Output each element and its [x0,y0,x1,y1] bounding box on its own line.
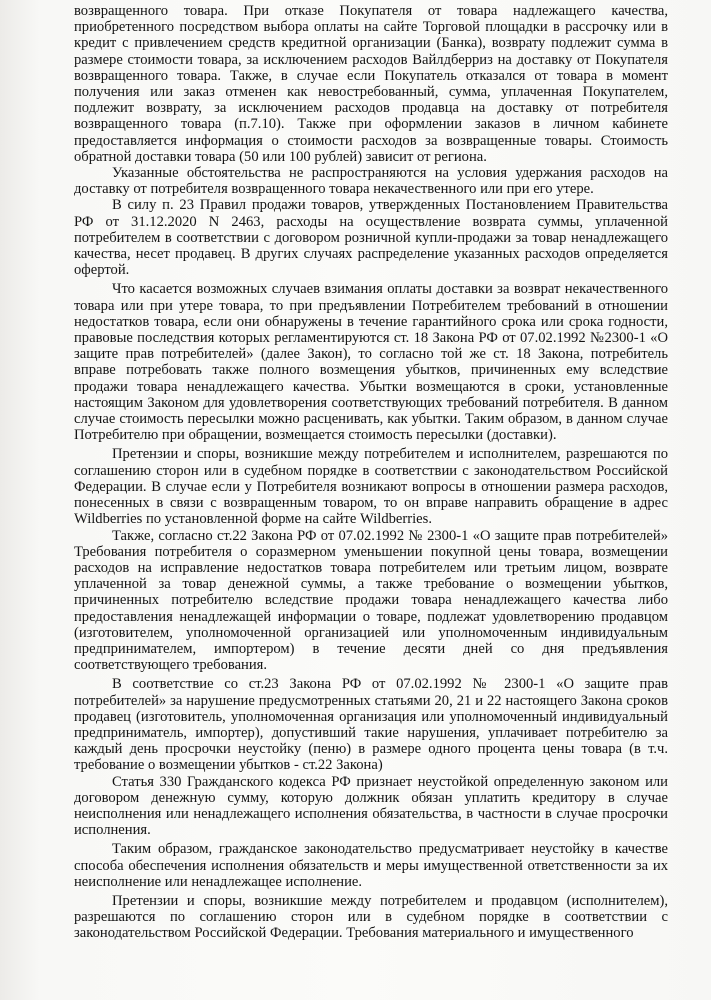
paragraph-8: Статья 330 Гражданского кодекса РФ признает неустойкой определенную законом или договором денежную сумму, которую должник обязан уплатить кредитору в случае неисполнения или ненадлежащего исполнения обязательства, в частности в случае просрочки исполнения. [74,773,668,839]
paragraph-3: В силу п. 23 Правил продажи товаров, утвержденных Постановлением Правительства РФ от 31.12.2020 N 2463, расходы на осуществление возврата суммы, уплаченной потребителем в соответствии с договором розничной купли-продажи за товар ненадлежащего качества, несет продавец. В других случаях распределение указанных расходов определяется офертой. [74,197,668,279]
paragraph-6: Также, согласно ст.22 Закона РФ от 07.02.1992 № 2300-1 «О защите прав потребителей» Требования потребителя о соразмерном уменьшении покупной цены товара, возмещении расходов на исправление недостатков товара потребителем или третьим лицом, возврате уплаченной за товар денежной суммы, а также требование о возмещении убытков, причиненных потребителю вследствие продажи товара ненадлежащего качества либо предоставления ненадлежащей информации о товаре, подлежат удовлетворению продавцом (изготовителем, уполномоченной организацией или уполномоченным индивидуальным предпринимателем, импортером) в течение десяти дней со дня предъявления соответствующего требования. [74,527,668,674]
paragraph-5: Претензии и споры, возникшие между потребителем и исполнителем, разрешаются по соглашению сторон или в судебном порядке в соответствии с законодательством Российской Федерации. В случае если у Потребителя возникают вопросы в отношении размера расходов, понесенных в связи с возвращенным товаром, то он вправе направить обращение в адрес Wildberries по установленной форме на сайте Wildberries. [74,446,668,528]
paragraph-7: В соответствие со ст.23 Закона РФ от 07.02.1992 № 2300-1 «О защите прав потребителей» за нарушение предусмотренных статьями 20, 21 и 22 настоящего Закона сроков продавец (изготовитель, уполномоченная организация или уполномоченный индивидуальный предприниматель, импортер), допустивший такие нарушения, уплачивает потребителю за каждый день просрочки неустойку (пеню) в размере одного процента цены товара (в т.ч. требование о возмещении убытков - ст.22 Закона) [74,676,668,774]
paragraph-4: Что касается возможных случаев взимания оплаты доставки за возврат некачественного товара или при утере товара, то при предъявлении Потребителем требований в отношении недостатков товара, если они обнаружены в течение гарантийного срока или срока годности, правовые последствия которых регламентируются ст. 18 Закона РФ от 07.02.1992 №2300-1 «О защите прав потребителей» (далее Закон), то согласно той же ст. 18 Закона, потребитель вправе потребовать также полного возмещения убытков, причиненных ему вследствие продажи товара ненадлежащего качества. Убытки возмещаются в сроки, установленные настоящим Законом для удовлетворения соответствующих требований потребителя. В данном случае стоимость пересылки можно расценивать, как убытки. Таким образом, в данном случае Потребителю при обращении, возмещается стоимость пересылки (доставки). [74,281,668,444]
document-body [74,3,668,942]
paragraph-10: Претензии и споры, возникшие между потребителем и продавцом (исполнителем), разрешаются по соглашению сторон или в судебном порядке в соответствии с законодательством Российской Федерации. Требования материального и имущественного [74,892,668,942]
paragraph-1: возвращенного товара. При отказе Покупателя от товара надлежащего качества, приобретенного посредством выбора оплаты на сайте Торговой площадки в рассрочку или в кредит с привлечением средств кредитной организации (Банка), возврату подлежит сумма в размере стоимости товара, за исключением расходов Вайлдберриз на доставку от Покупателя возвращенного товара. Также, в случае если Покупатель отказался от товара в момент получения или заказ отменен как невостребованный, сумма, уплаченная Покупателем, подлежит возврату, за исключением расходов продавца на доставку от потребителя возвращенного товара (п.7.10). Также при оформлении заказов в личном кабинете предоставляется информация о стоимости расходов за возвращенные товары. Стоимость обратной доставки товара (50 или 100 рублей) зависит от региона. [74,3,668,165]
paragraph-9: Таким образом, гражданское законодательство предусматривает неустойку в качестве способа обеспечения исполнения обязательств и меры имущественной ответственности за их неисполнение или ненадлежащее исполнение. [74,841,668,890]
paragraph-2: Указанные обстоятельства не распространяются на условия удержания расходов на доставку от потребителя возвращенного товара некачественного или при его утере. [74,165,668,198]
